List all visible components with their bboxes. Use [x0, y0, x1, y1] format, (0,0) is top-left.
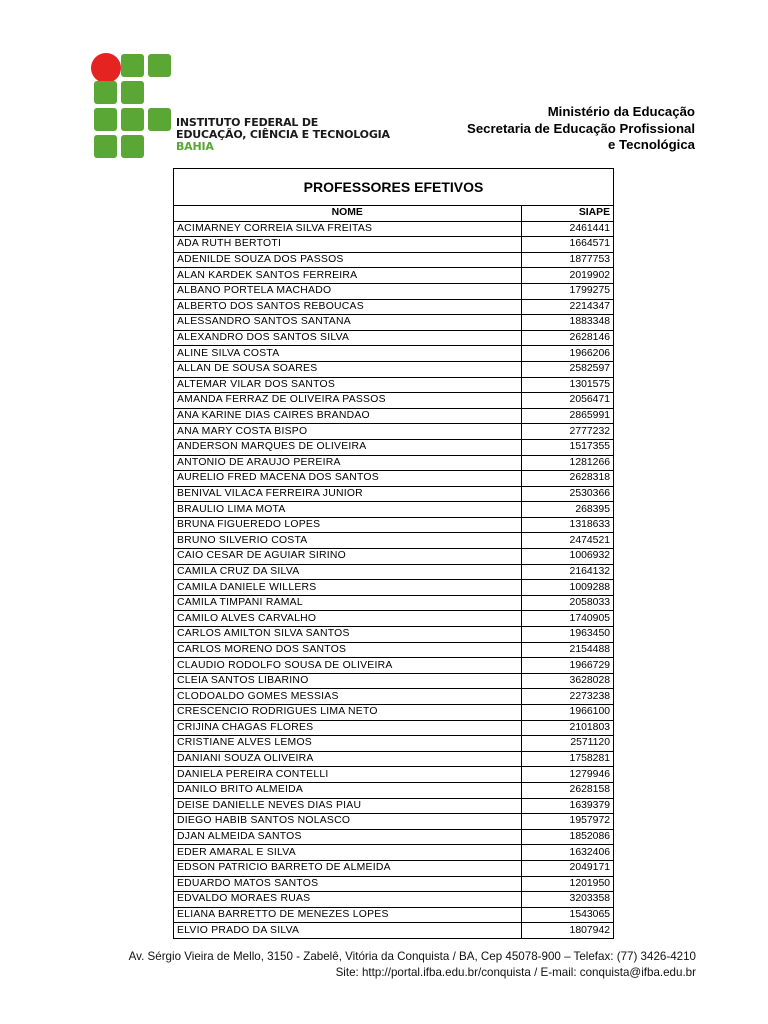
professor-name: EDUARDO MATOS SANTOS: [174, 876, 521, 892]
professor-name: EDVALDO MORAES RUAS: [174, 892, 521, 908]
professor-siape: 1966206: [521, 346, 613, 362]
professor-siape: 1664571: [521, 237, 613, 253]
professor-name: CLEIA SANTOS LIBARINO: [174, 673, 521, 689]
professor-siape: 1877753: [521, 252, 613, 268]
professor-siape: 2164132: [521, 564, 613, 580]
professor-siape: 1807942: [521, 923, 613, 938]
professor-siape: 2019902: [521, 268, 613, 284]
professor-siape: 1966729: [521, 658, 613, 674]
table-row: [174, 689, 613, 705]
professor-siape: 1883348: [521, 315, 613, 331]
professor-siape: 1852086: [521, 829, 613, 845]
professor-siape: 2056471: [521, 393, 613, 409]
professor-siape: 1957972: [521, 814, 613, 830]
professor-siape: 1006932: [521, 549, 613, 565]
ifba-logo: [91, 54, 174, 158]
professor-name: ALAN KARDEK SANTOS FERREIRA: [174, 268, 521, 284]
table-row: [174, 299, 613, 315]
professor-name: EDSON PATRICIO BARRETO DE ALMEIDA: [174, 860, 521, 876]
professor-name: CLODOALDO GOMES MESSIAS: [174, 689, 521, 705]
table-row: [174, 860, 613, 876]
professor-name: ALTEMAR VILAR DOS SANTOS: [174, 377, 521, 393]
professor-siape: 1632406: [521, 845, 613, 861]
ministry-heading: [467, 104, 695, 154]
professor-siape: 1799275: [521, 283, 613, 299]
table-row: [174, 502, 613, 518]
table-row: [174, 580, 613, 596]
professor-name: ALBANO PORTELA MACHADO: [174, 283, 521, 299]
professor-name: ADENILDE SOUZA DOS PASSOS: [174, 252, 521, 268]
professor-name: CARLOS MORENO DOS SANTOS: [174, 642, 521, 658]
column-header-nome: NOME: [174, 206, 521, 221]
table-row: [174, 237, 613, 253]
table-row: [174, 782, 613, 798]
table-row: [174, 361, 613, 377]
table-row: [174, 767, 613, 783]
table-row: [174, 346, 613, 362]
table-row: [174, 439, 613, 455]
professor-siape: 2571120: [521, 736, 613, 752]
table-row: [174, 486, 613, 502]
professor-siape: 2049171: [521, 860, 613, 876]
footer-site: Site: http://portal.ifba.edu.br/conquista / E-mail: conquista@ifba.edu.br: [335, 965, 696, 979]
professor-siape: 1318633: [521, 517, 613, 533]
institute-line-2: EDUCAÇÃO, CIÊNCIA E TECNOLOGIA: [176, 128, 390, 141]
table-row: [174, 829, 613, 845]
professor-siape: 1281266: [521, 455, 613, 471]
table-row: [174, 751, 613, 767]
professor-name: CARLOS AMILTON SILVA SANTOS: [174, 627, 521, 643]
professor-name: DANIELA PEREIRA CONTELLI: [174, 767, 521, 783]
professor-siape: 3203358: [521, 892, 613, 908]
table-title: PROFESSORES EFETIVOS: [174, 169, 613, 206]
table-row: [174, 705, 613, 721]
table-row: [174, 595, 613, 611]
professor-name: ELVIO PRADO DA SILVA: [174, 923, 521, 938]
professor-name: ALESSANDRO SANTOS SANTANA: [174, 315, 521, 331]
professor-siape: 1009288: [521, 580, 613, 596]
professor-siape: 2214347: [521, 299, 613, 315]
institute-line-1: INSTITUTO FEDERAL DE: [176, 116, 319, 129]
table-row: [174, 377, 613, 393]
professor-name: DANILO BRITO ALMEIDA: [174, 782, 521, 798]
professor-siape: 2865991: [521, 408, 613, 424]
professor-siape: 1279946: [521, 767, 613, 783]
professor-name: ELIANA BARRETTO DE MENEZES LOPES: [174, 907, 521, 923]
professor-name: ALINE SILVA COSTA: [174, 346, 521, 362]
professor-siape: 2628146: [521, 330, 613, 346]
professor-name: CRISTIANE ALVES LEMOS: [174, 736, 521, 752]
table-row: [174, 845, 613, 861]
professor-name: ALEXANDRO DOS SANTOS SILVA: [174, 330, 521, 346]
professor-name: BRAULIO LIMA MOTA: [174, 502, 521, 518]
table-row: [174, 221, 613, 237]
professor-siape: 2474521: [521, 533, 613, 549]
professor-siape: 268395: [521, 502, 613, 518]
ministry-line-3: e Tecnológica: [608, 137, 695, 152]
table-header-row: [174, 206, 613, 221]
professor-siape: 2628318: [521, 471, 613, 487]
table-row: [174, 642, 613, 658]
professor-siape: 1963450: [521, 627, 613, 643]
professor-siape: 1543065: [521, 907, 613, 923]
professor-name: ADA RUTH BERTOTI: [174, 237, 521, 253]
table-row: [174, 907, 613, 923]
table-row: [174, 408, 613, 424]
professor-name: DEISE DANIELLE NEVES DIAS PIAU: [174, 798, 521, 814]
professor-name: CRESCENCIO RODRIGUES LIMA NETO: [174, 705, 521, 721]
institute-name: [176, 117, 390, 153]
table-row: [174, 393, 613, 409]
table-row: [174, 533, 613, 549]
professors-table: [173, 168, 614, 939]
professor-name: CAMILA TIMPANI RAMAL: [174, 595, 521, 611]
professor-siape: 2628158: [521, 782, 613, 798]
professor-name: CAMILA DANIELE WILLERS: [174, 580, 521, 596]
professor-name: AURELIO FRED MACENA DOS SANTOS: [174, 471, 521, 487]
professor-name: DANIANI SOUZA OLIVEIRA: [174, 751, 521, 767]
table-row: [174, 549, 613, 565]
table-row: [174, 455, 613, 471]
table-row: [174, 673, 613, 689]
professor-siape: 1201950: [521, 876, 613, 892]
table-row: [174, 564, 613, 580]
professor-siape: 3628028: [521, 673, 613, 689]
professor-siape: 2154488: [521, 642, 613, 658]
logo-red-circle: [91, 53, 121, 83]
professor-name: DJAN ALMEIDA SANTOS: [174, 829, 521, 845]
professor-siape: 2582597: [521, 361, 613, 377]
table-row: [174, 283, 613, 299]
ministry-line-1: Ministério da Educação: [547, 104, 695, 119]
footer-address: Av. Sérgio Vieira de Mello, 3150 - Zabelê, Vitória da Conquista / BA, Cep 45078-900 – Telefax: (77) 3426-4210: [128, 950, 696, 963]
professor-name: CAIO CESAR DE AGUIAR SIRINO: [174, 549, 521, 565]
professor-name: ANTONIO DE ARAUJO PEREIRA: [174, 455, 521, 471]
professor-name: ANDERSON MARQUES DE OLIVEIRA: [174, 439, 521, 455]
table-row: [174, 252, 613, 268]
column-header-siape: SIAPE: [521, 206, 613, 221]
table-row: [174, 471, 613, 487]
table-row: [174, 892, 613, 908]
ministry-line-2: Secretaria de Educação Profissional: [467, 120, 695, 136]
professor-name: BRUNA FIGUEREDO LOPES: [174, 517, 521, 533]
professor-name: ANA MARY COSTA BISPO: [174, 424, 521, 440]
professor-name: AMANDA FERRAZ DE OLIVEIRA PASSOS: [174, 393, 521, 409]
table-row: [174, 517, 613, 533]
professor-name: ALBERTO DOS SANTOS REBOUCAS: [174, 299, 521, 315]
professor-name: ANA KARINE DIAS CAIRES BRANDAO: [174, 408, 521, 424]
professor-siape: 1758281: [521, 751, 613, 767]
table-row: [174, 611, 613, 627]
table-body: [174, 221, 613, 938]
table-row: [174, 315, 613, 331]
table-row: [174, 330, 613, 346]
professor-name: CAMILA CRUZ DA SILVA: [174, 564, 521, 580]
professor-name: DIEGO HABIB SANTOS NOLASCO: [174, 814, 521, 830]
professor-name: BRUNO SILVERIO COSTA: [174, 533, 521, 549]
table-row: [174, 876, 613, 892]
table-row: [174, 736, 613, 752]
table-row: [174, 627, 613, 643]
table-row: [174, 814, 613, 830]
professor-name: ACIMARNEY CORREIA SILVA FREITAS: [174, 221, 521, 237]
table-row: [174, 424, 613, 440]
professor-siape: 2273238: [521, 689, 613, 705]
professor-name: CRIJINA CHAGAS FLORES: [174, 720, 521, 736]
footer: [129, 949, 696, 980]
professor-siape: 1966100: [521, 705, 613, 721]
professor-siape: 2461441: [521, 221, 613, 237]
professor-name: CAMILO ALVES CARVALHO: [174, 611, 521, 627]
professor-siape: 1517355: [521, 439, 613, 455]
professor-siape: 2777232: [521, 424, 613, 440]
table-row: [174, 720, 613, 736]
table-row: [174, 923, 613, 938]
professor-siape: 2058033: [521, 595, 613, 611]
professor-name: CLAUDIO RODOLFO SOUSA DE OLIVEIRA: [174, 658, 521, 674]
professor-name: BENIVAL VILACA FERREIRA JUNIOR: [174, 486, 521, 502]
table-row: [174, 268, 613, 284]
professor-siape: 1301575: [521, 377, 613, 393]
professor-siape: 2101803: [521, 720, 613, 736]
professor-siape: 1740905: [521, 611, 613, 627]
table-row: [174, 798, 613, 814]
professor-name: EDER AMARAL E SILVA: [174, 845, 521, 861]
table-row: [174, 658, 613, 674]
professor-siape: 1639379: [521, 798, 613, 814]
professor-name: ALLAN DE SOUSA SOARES: [174, 361, 521, 377]
professor-siape: 2530366: [521, 486, 613, 502]
institute-line-3: BAHIA: [176, 140, 214, 153]
